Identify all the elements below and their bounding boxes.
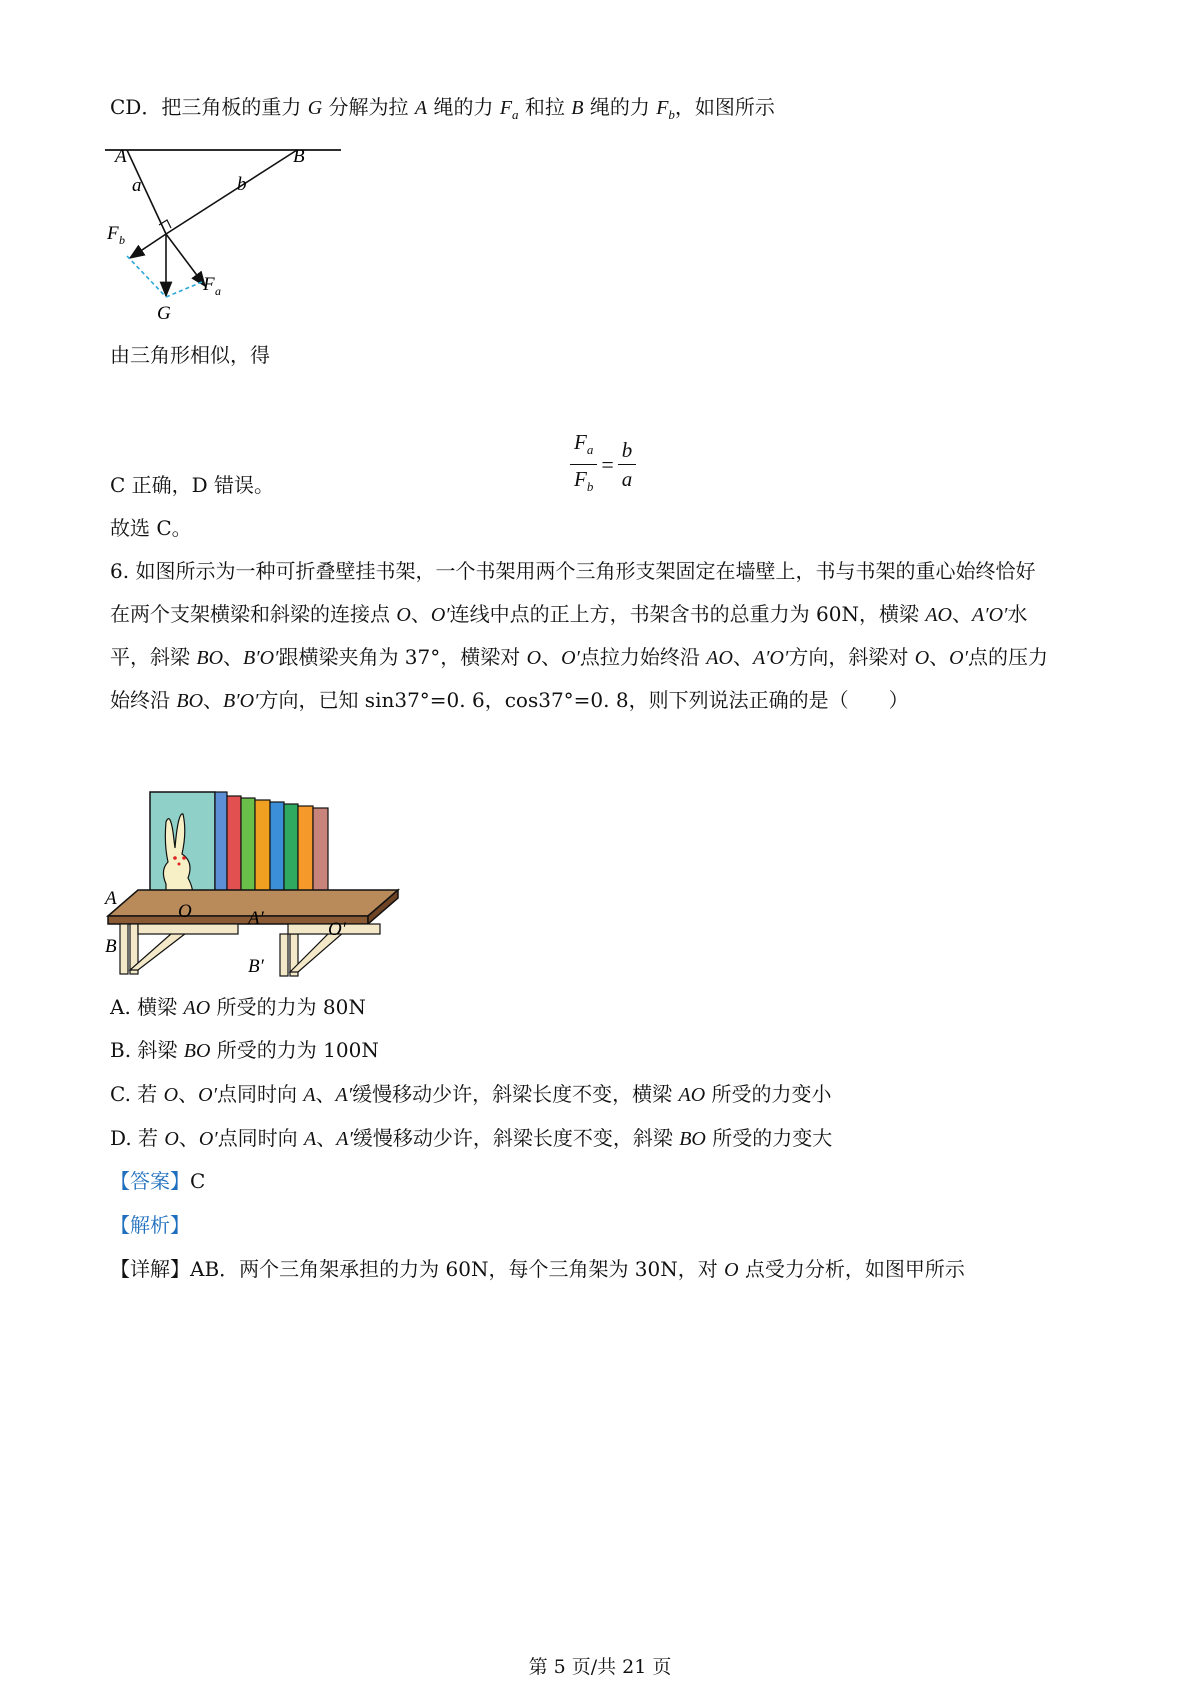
force-Fa-arrow (166, 234, 205, 286)
rabbit-eye-right (182, 856, 186, 860)
bookshelf-illustration (105, 792, 408, 977)
label-A: A (115, 146, 127, 167)
label-Fb: F (107, 223, 119, 244)
var-A: A (414, 97, 428, 119)
ratio-formula (570, 428, 636, 501)
var-Fa: F (499, 97, 513, 119)
shelf-label-O-prime: O′ (328, 919, 346, 940)
label-Fa: F (203, 274, 215, 295)
cd-text-4: 和拉 (518, 95, 572, 119)
den-sub: b (586, 479, 594, 495)
choose-c-line: 故选 C。 (110, 516, 192, 540)
label-G: G (157, 303, 171, 324)
rhs-num: b (621, 438, 633, 463)
shelf-label-O: O (178, 901, 192, 922)
c-correct-line: C 正确，D 错误。 (110, 473, 275, 497)
answer-line (110, 1167, 205, 1195)
analysis-tag: 【解析】 (110, 1213, 190, 1237)
num-sub: a (586, 442, 594, 458)
detail-tag: 【详解】 (110, 1257, 190, 1281)
option-A: A. 横梁 AO 所受的力为 80N (110, 995, 366, 1019)
similar-line: 由三角形相似，得 (110, 343, 270, 367)
q6-line-4: 始终沿 BO、B′O′方向，已知 sin37°=0. 6，cos37°=0. 8，则下列说法正确的是（ ） (110, 688, 909, 712)
rope-b (166, 150, 297, 234)
label-b: b (237, 174, 247, 195)
force-Fb-arrow (130, 234, 166, 258)
shelf-label-B-prime: B′ (248, 956, 264, 977)
shelf-label-A-prime: A′ (248, 908, 264, 929)
right-wall-post (280, 934, 288, 976)
den-F: F (574, 467, 587, 492)
equals-sign: = (601, 451, 614, 477)
cd-text-1: CD．把三角板的重力 (110, 95, 308, 119)
left-horizontal-beam (138, 924, 238, 934)
answer-tag: 【答案】 (110, 1169, 190, 1193)
num-F: F (574, 430, 587, 454)
rhs-fraction (618, 436, 637, 493)
cd-line (110, 93, 775, 129)
sub-a: a (512, 107, 519, 122)
label-a: a (132, 175, 142, 196)
var-Fb: F (656, 97, 669, 119)
rhs-den: a (621, 467, 633, 492)
option-C: C. 若 O、O′点同时向 A、A′缓慢移动少许，斜梁长度不变，横梁 AO 所受的力变小 (110, 1082, 832, 1106)
label-Fb-sub: b (119, 233, 125, 247)
rabbit-eye-left (173, 856, 177, 860)
label-B: B (293, 146, 305, 167)
rabbit-nose (178, 863, 181, 866)
cd-text-5: 绳的力 (583, 95, 657, 119)
cd-text-3: 绳的力 (427, 95, 500, 119)
sub-b: b (668, 107, 675, 122)
page-footer: 第 5 页/共 21 页 (528, 1656, 672, 1678)
analysis-line (110, 1211, 190, 1239)
q6-line-1: 6. 如图所示为一种可折叠壁挂书架，一个书架用两个三角形支架固定在墙壁上，书与书架的重心始终恰好 (110, 559, 1036, 583)
shelf-label-B: B (105, 936, 117, 957)
cd-text-2: 分解为拉 (322, 95, 415, 119)
q6-line-2: 在两个支架横梁和斜梁的连接点 O、O′连线中点的正上方，书架含书的总重力为 60N，横梁 AO、A′O′水 (110, 602, 1028, 626)
cd-text-6: ，如图所示 (674, 95, 775, 119)
option-D: D. 若 O、O′点同时向 A、A′缓慢移动少许，斜梁长度不变，斜梁 BO 所受的力变大 (110, 1126, 833, 1150)
detail-line: 【详解】AB．两个三角架承担的力为 60N，每个三角架为 30N，对 O 点受力分析，如图甲所示 (110, 1257, 965, 1281)
force-diagram (105, 148, 355, 333)
left-wall-post (120, 924, 128, 974)
option-B: B. 斜梁 BO 所受的力为 100N (110, 1038, 379, 1062)
answer-value: C (190, 1169, 206, 1193)
lhs-fraction (570, 428, 597, 501)
dashed-line-2 (166, 282, 202, 297)
var-G: G (307, 97, 323, 119)
shelf-label-A: A (105, 888, 117, 909)
var-B: B (571, 97, 584, 119)
dashed-line-1 (127, 256, 165, 296)
q6-line-3: 平，斜梁 BO、B′O′跟横梁夹角为 37°，横梁对 O、O′点拉力始终沿 AO、A′O′方向，斜梁对 O、O′点的压力 (110, 645, 1048, 669)
label-Fa-sub: a (215, 284, 221, 298)
